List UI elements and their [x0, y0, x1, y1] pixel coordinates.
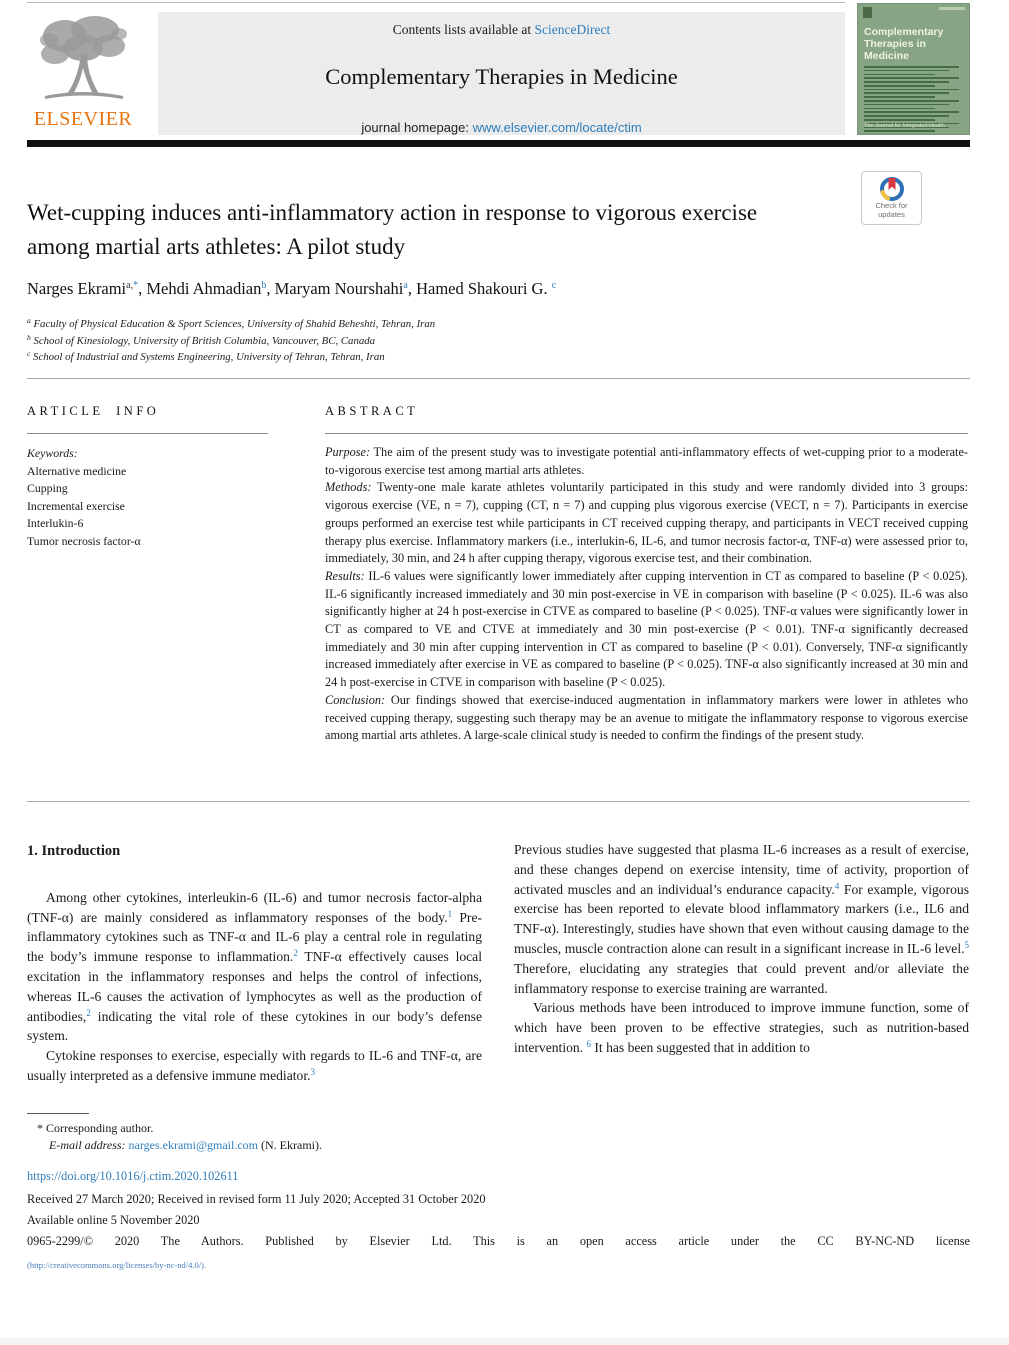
- affiliation-line: $^a$ Faculty of Physical Education & Sport Sciences, University of Shahid Beheshti, Tehran, Iran: [27, 316, 436, 330]
- keyword: Interlukin-6: [27, 516, 84, 530]
- keyword: Incremental exercise: [27, 498, 125, 513]
- left-column: [27, 840, 482, 1086]
- elsevier-wordmark: ELSEVIER: [33, 108, 133, 130]
- page-bottom-edge: [0, 1338, 1009, 1345]
- introduction-section: [27, 840, 970, 1086]
- available-online: Available online 5 November 2020: [27, 1213, 200, 1227]
- author-separator: ,: [138, 279, 147, 298]
- crossmark-label: Check for updates: [875, 201, 908, 219]
- cover-title: Complementary Therapies in Medicine: [864, 26, 944, 62]
- license-link[interactable]: (http://creativecommons.org/licenses/by-nc-nd/4.0/).: [27, 1260, 207, 1270]
- intro-paragraph: Various methods have been introduced to improve immune function, some of which have been proven to be effective strategies, such as nutrition-based intervention. $^6$ It has been suggested that in addition to: [514, 1000, 969, 1055]
- abstract-heading: ABSTRACT: [325, 404, 419, 418]
- keyword: Tumor necrosis factor-α: [27, 533, 141, 548]
- check-for-updates-badge[interactable]: [861, 171, 922, 225]
- homepage-label: journal homepage:: [361, 120, 473, 135]
- heading-underline: [325, 433, 968, 434]
- journal-cover-thumbnail[interactable]: [857, 3, 970, 135]
- keyword: Alternative medicine: [27, 463, 127, 478]
- abstract-text: [325, 444, 968, 745]
- journal-masthead: [158, 12, 845, 135]
- affiliation-line: $^b$ School of Kinesiology, University of British Columbia, Vancouver, BC, Canada: [27, 332, 376, 347]
- affiliation-sup: a,: [126, 280, 134, 291]
- abstract-conclusion: Conclusion: Our findings showed that exercise-induced augmentation in inflammatory markers were lower in athletes who received cupping therapy, suggesting such therapy may be an avenue to mitigate the inflammatory response to vigorous exercise among martial arts athletes. A large-scale clinical study is needed to confirm the findings of the present study.: [325, 692, 968, 743]
- intro-paragraph: Cytokine responses to exercise, especially with regards to IL-6 and TNF-α, are usually interpreted as a defensive immune mediator.$^3$: [27, 1048, 482, 1083]
- section-divider: [27, 801, 970, 802]
- author-name[interactable]: Mehdi Ahmadian$^b$: [146, 279, 267, 298]
- keywords-label: Keywords:: [27, 446, 78, 460]
- sciencedirect-link[interactable]: ScienceDirect: [534, 22, 611, 37]
- abstract-purpose: Purpose: The aim of the present study was to investigate potential anti-inflammatory effects of wet-cupping prior to a moderate-to-vigorous exercise test among martial arts athletes.: [325, 445, 968, 477]
- reference-link[interactable]: 3: [310, 1066, 315, 1077]
- reference-link[interactable]: 2: [86, 1007, 91, 1018]
- intro-paragraph: Previous studies have suggested that plasma IL-6 increases as a result of exercise, and these changes depend on exercise intensity, time of activity, proportion of activated muscles and an individual’s endurance capacity.$^4$ For example, vigorous exercise has been reported to elevate blood inflammatory markers (i.e., IL6 and TNF-α). Interestingly, studies have shown that even without causing damage to the muscles, muscle contraction alone can result in a significant increase in IL-6 level.$^5$ Therefore, elucidating any strategies that could prevent and/or alleviate the inflammatory response to exercise training are warranted.: [514, 842, 969, 996]
- reference-link[interactable]: 6: [586, 1038, 591, 1049]
- article-info-heading: ARTICLE INFO: [27, 404, 160, 418]
- header-divider-bar: [27, 140, 970, 147]
- affiliation-list: [27, 316, 927, 366]
- author-name[interactable]: Narges Ekrami$^{a,*}$: [27, 279, 139, 298]
- journal-title: Complementary Therapies in Medicine: [325, 64, 678, 89]
- reference-link[interactable]: 4: [834, 880, 840, 891]
- contents-line: [158, 22, 845, 38]
- heading-underline: [27, 433, 268, 434]
- cover-issue-info: [939, 7, 965, 10]
- crossmark-icon: [862, 176, 921, 202]
- reference-link[interactable]: 1: [447, 908, 453, 919]
- keyword: Cupping: [27, 481, 68, 495]
- affiliation-sup: c: [551, 280, 557, 291]
- affiliation-line: $^c$ School of Industrial and Systems Engineering, University of Tehran, Tehran, Iran: [27, 349, 385, 363]
- received-dates: Received 27 March 2020; Received in revised form 11 July 2020; Accepted 31 October 2020: [27, 1192, 486, 1206]
- author-separator: ,: [266, 279, 275, 298]
- doi-link[interactable]: https://doi.org/10.1016/j.ctim.2020.102611: [27, 1169, 239, 1183]
- footnote-block: [27, 1120, 970, 1274]
- reference-link[interactable]: 2: [293, 948, 298, 959]
- email-label: E-mail address:: [49, 1138, 126, 1152]
- reference-link[interactable]: 5: [964, 939, 969, 950]
- author-separator: ,: [407, 279, 417, 298]
- footnote-rule: [27, 1113, 89, 1114]
- email-line: [27, 1137, 970, 1154]
- introduction-heading: 1. Introduction: [27, 843, 121, 859]
- abstract-results: Results: IL-6 values were significantly lower immediately after cupping intervention in CT as compared to baseline (P < 0.025). IL-6 significantly increased immediately and 30 min post-exercise in VE in comparison with baseline (P < 0.025). IL-6 was also significantly higher at 24 h post-exercise in CTVE as compared to baseline (P < 0.025). TNF-α values were significantly lower in CT as compared to VE and CTVE at immediately and 30 min post-exercise (P < 0.01). TNF-α significantly decreased immediately and 30 min after cupping intervention in CT as compared to baseline (P < 0.01). Conversely, TNF-α significantly increased immediately after exercise in VE as compared to baseline (P < 0.025). TNF-α also significantly increased at 30 min and 24 h post-exercise in CTVE in comparison with baseline (P < 0.025).: [325, 568, 969, 690]
- section-divider: [27, 378, 970, 379]
- cover-tagline: The Journal for Integrated Health: [864, 123, 945, 129]
- abstract-methods: Methods: Twenty-one male karate athletes voluntarily participated in this study and were randomly divided into 3 groups: vigorous exercise (VE, n = 7), cupping (CT, n = 7) and cupping plus vigorous exercise (VECT, n = 7). Participants in exercise groups performed an exercise test while participants in CT received cupping therapy, and participants in VECT received cupping therapy plus exercise. Inflammatory markers (i.e., interlukin-6, IL-6, and tumor necrosis factor-α, TNF-α) were assessed prior to, immediately, 30 min, and 24 h after cupping therapy, vigorous exercise test, and their combination.: [325, 480, 968, 566]
- contents-prefix: Contents lists available at: [392, 22, 535, 37]
- email-link[interactable]: narges.ekrami@gmail.com: [128, 1138, 259, 1152]
- elsevier-tree-icon: [27, 10, 139, 110]
- copyright-line: 0965-2299/© 2020 The Authors. Published by Elsevier Ltd. This is an open access article under the CC BY-NC-ND license: [27, 1234, 970, 1248]
- intro-paragraph: Among other cytokines, interleukin-6 (IL-6) and tumor necrosis factor-alpha (TNF-α) are mainly considered as inflammatory responses of the body.$^1$ Pre-inflammatory cytokines such as TNF-α and IL-6 play a central role in regulating the body’s immune response to inflammation.$^2$ TNF-α effectively causes local excitation in the inflammatory responses and helps the control of infections, whereas IL-6 causes the activation of lymphocytes as well as the production of antibodies,$^2$ indicating the vital role of these cytokines in our body’s defense system.: [27, 889, 482, 1044]
- corresponding-star[interactable]: *: [133, 280, 139, 291]
- elsevier-logo[interactable]: [27, 10, 139, 136]
- homepage-line: [158, 120, 845, 135]
- abstract-column: [325, 404, 968, 745]
- article-title: Wet-cupping induces anti-inflammatory action in response to vigorous exercise among martial arts athletes: A pilot study: [27, 200, 758, 259]
- corresponding-author-note: * Corresponding author.: [37, 1121, 154, 1135]
- journal-homepage-link[interactable]: www.elsevier.com/locate/ctim: [472, 120, 642, 135]
- top-hairline: [27, 2, 845, 3]
- affiliation-sup: b: [261, 280, 267, 291]
- email-suffix: (N. Ekrami).: [258, 1138, 322, 1152]
- affiliation-sup: a: [403, 280, 408, 291]
- cover-elsevier-mark-icon: [863, 7, 872, 18]
- right-column: [514, 840, 969, 1086]
- keywords-block: [27, 445, 268, 550]
- author-name[interactable]: Hamed Shakouri G. $^c$: [416, 279, 557, 298]
- author-list: [27, 279, 927, 299]
- author-name[interactable]: Maryam Nourshahi$^a$: [274, 279, 408, 298]
- article-info-column: [27, 404, 268, 550]
